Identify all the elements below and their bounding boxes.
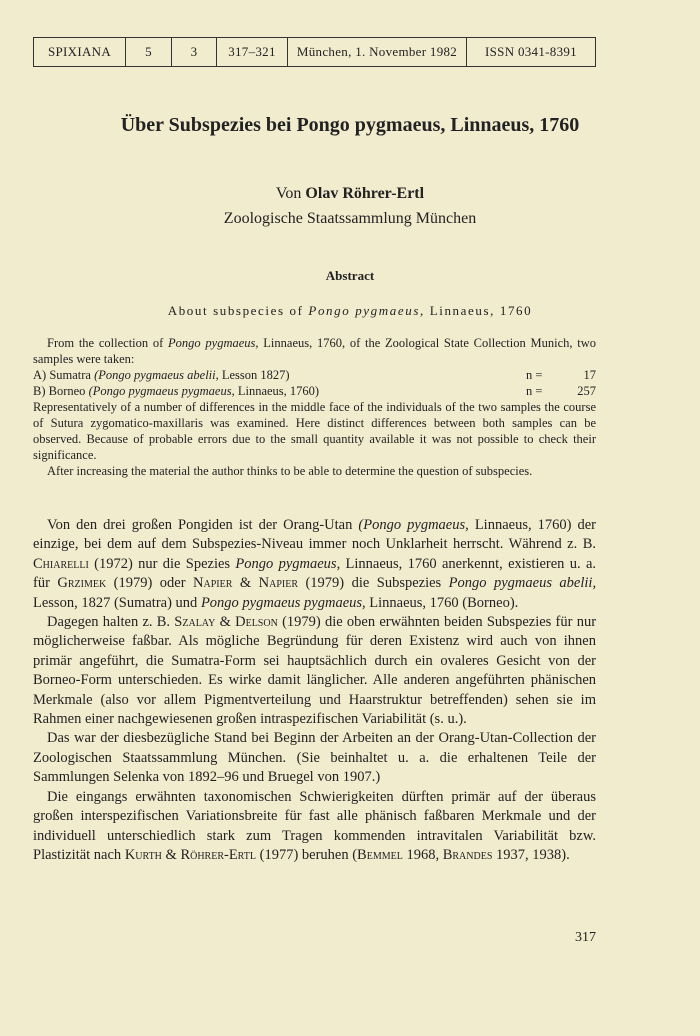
species-name: Pongo pygmaeus, xyxy=(168,336,259,350)
sample-a-row xyxy=(33,367,596,383)
author-line xyxy=(0,185,700,203)
journal-header-table xyxy=(33,37,596,67)
sample-a-count: n = 17 xyxy=(526,368,596,382)
sample-a-label: A) Sumatra (Pongo pygmaeus abelii, Lesson 1827) xyxy=(33,368,290,382)
sample-b-row xyxy=(33,383,596,399)
main-text xyxy=(33,516,596,865)
sample-b-label: B) Borneo (Pongo pygmaeus pygmaeus, Linnaeus, 1760) xyxy=(33,384,320,398)
body-paragraph: Das war der diesbezügliche Stand bei Beginn der Arbeiten an der Orang-Utan-Collection der Zoologischen Staatssammlung München. (Sie beinhaltet u. a. die erhaltenen Teile der Sammlungen Selenka von 1892–96 und Bruegel von 1907.) xyxy=(33,730,596,786)
page-number: 317 xyxy=(575,930,596,945)
body-paragraph: Dagegen halten z. B. Szalay & Delson (1979) die oben erwähnten beiden Subspezies für nur möglicherweise faßbar. Als mögliche Begründung für deren Existenz wird auch von ihnen primär angeführt, die Sumatra-Form sei hauptsächlich durch ein ovaleres Gesicht von der Borneo-Form unterschieden. Es wirke damit länglicher. Alle anderen angeführten phänischen Merkmale (also vor allem Pigmentverteilung und Haarstruktur betreffenden) sehen sie im Rahmen einer nachgewiesenen großen intraspezifischen Variabilität (s. u.). xyxy=(33,614,597,728)
place-date: München, 1. November 1982 xyxy=(288,38,467,66)
abstract-subtitle-species: Pongo pygmaeus, xyxy=(308,303,425,318)
journal-name: SPIXIANA xyxy=(34,38,126,66)
sample-b-count: n = 257 xyxy=(526,384,596,398)
abstract-subtitle-author: Linnaeus, 1760 xyxy=(429,303,533,318)
abstract-text: From the collection of xyxy=(47,336,164,350)
page-range: 317–321 xyxy=(217,38,288,66)
body-paragraph: Von den drei großen Pongiden ist der Orang-Utan (Pongo pygmaeus, Linnaeus, 1760) der einzige, bei dem auf dem Subspezies-Niveau immer noch Unklarheit herrscht. Während z. B. Chiarelli (1972) nur die Spezies Pongo pygmaeus, Linnaeus, 1760 anerkennt, existieren u. a. für Grzimek (1979) oder Napier & Napier (1979) die Subspezies Pongo pygmaeus abelii, Lesson, 1827 (Sumatra) und Pongo pygmaeus pygmaeus, Linnaeus, 1760 (Borneo). xyxy=(33,517,597,611)
abstract-paragraph: After increasing the material the author thinks to be able to determine the question of subspecies. xyxy=(47,464,533,478)
volume-number: 5 xyxy=(126,38,172,66)
abstract-heading: Abstract xyxy=(325,268,375,283)
body-paragraph: Die eingangs erwähnten taxonomischen Schwierigkeiten dürften primär auf der überaus großen interspezifischen Variationsbreite für fast alle phänisch faßbaren Merkmale und der individuell unterschiedlich stark zum Tragen kommenden intravitalen Variabilität bzw. Plastizität nach Kurth & Röhrer-Ertl (1977) beruhen (Bemmel 1968, Brandes 1937, 1938). xyxy=(33,788,596,863)
abstract-paragraph: Representatively of a number of differences in the middle face of the individuals of the two samples the course of Sutura zygomatico-maxillaris was examined. Here distinct differences between both samples can be observed. Because of probable errors due to the small quantity available it was not possible to check their significance. xyxy=(33,400,596,462)
abstract-text: Linnaeus, 1760, of the Zoological State Collection Munich, two samples were taken: xyxy=(33,336,597,366)
issn: ISSN 0341-8391 xyxy=(485,44,577,59)
abstract-body xyxy=(33,335,596,479)
abstract-paragraph xyxy=(33,335,596,367)
issue-number: 3 xyxy=(172,38,217,66)
author-name: Olav Röhrer-Ertl xyxy=(305,185,425,202)
abstract-subtitle xyxy=(0,303,700,319)
article-title: Über Subspezies bei Pongo pygmaeus, Linnaeus, 1760 xyxy=(120,114,580,136)
author-prefix: Von xyxy=(275,185,302,202)
author-institution: Zoologische Staatssammlung München xyxy=(223,210,477,227)
abstract-subtitle-text: About subspecies of xyxy=(167,303,304,318)
